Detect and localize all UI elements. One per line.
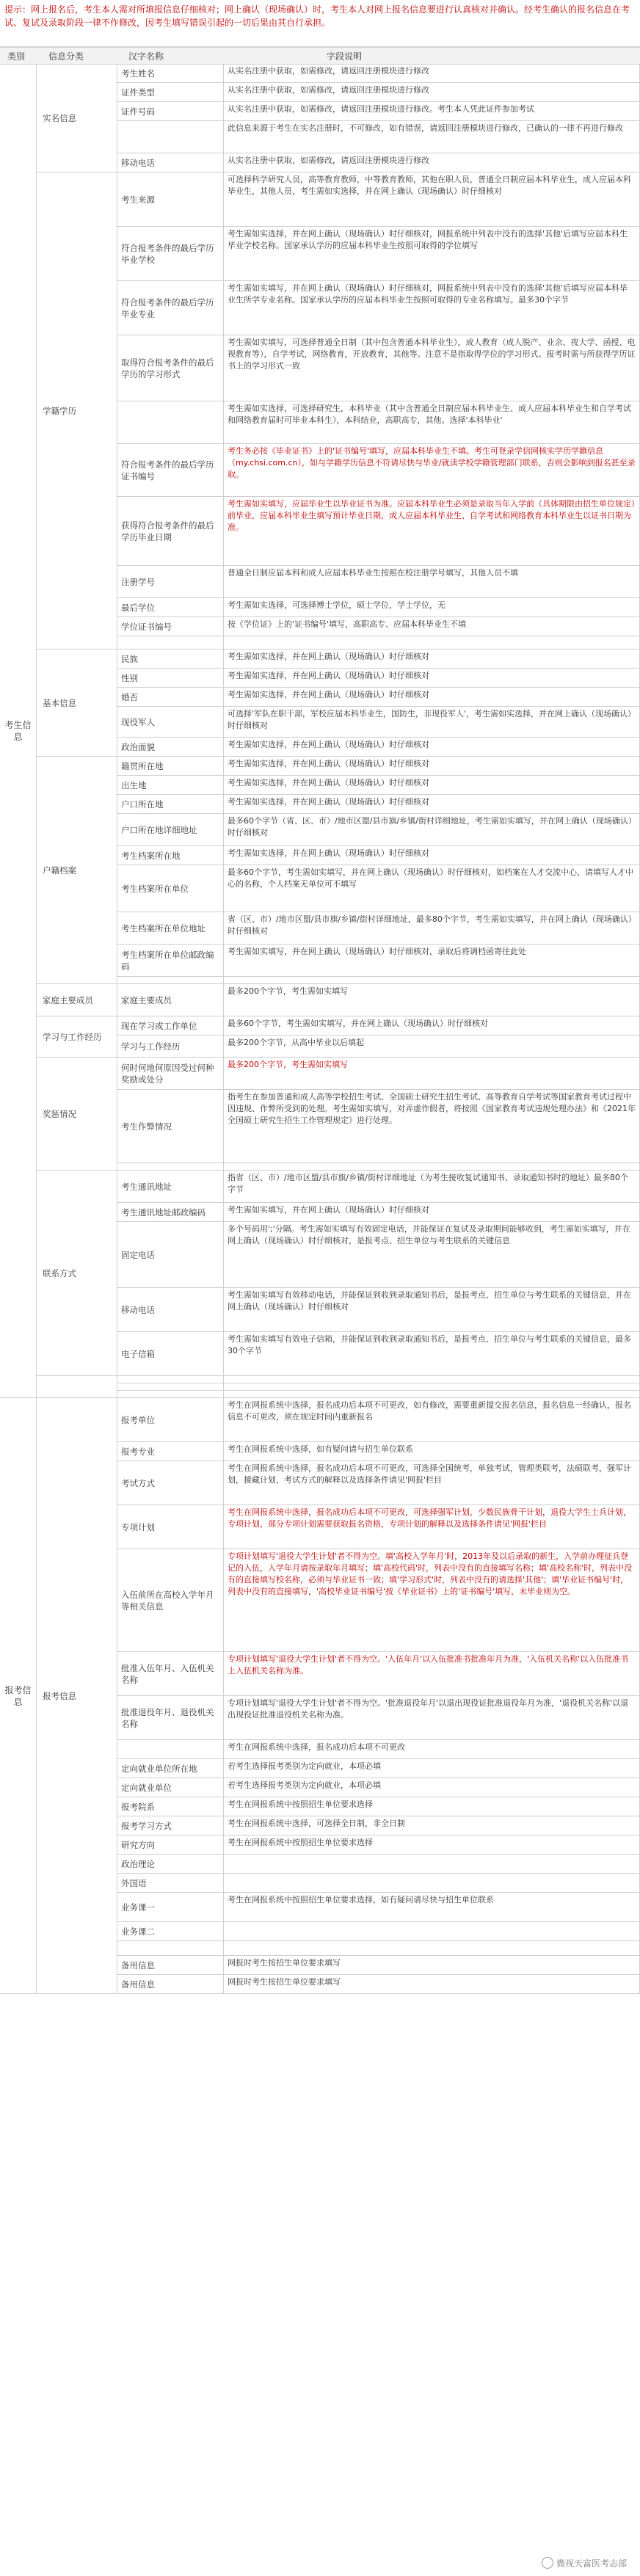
- field-name-cell: 电子信箱: [117, 1332, 224, 1376]
- field-name-cell: 性别: [117, 669, 224, 688]
- field-description-cell: [224, 1391, 640, 1398]
- field-name-cell: 家庭主要成员: [117, 984, 224, 1016]
- field-name-cell: [117, 1941, 224, 1956]
- field-name-cell: 考生来源: [117, 172, 224, 227]
- field-description-cell: 考生需如实选择，并在网上确认（现场确认）时仔细核对: [224, 738, 640, 757]
- field-name-cell: [117, 401, 224, 444]
- field-description-cell: 考生需如实填写，可选择普通全日制（其中包含普通本科毕业生），成人教育（成人脱产、业余、夜大学、函授、电视教育等），自学考试，网络教育，开放教育，其他等。注意不是指取得学位的学习形式。报考时需与所获得学历证书上的学习形式一致: [224, 335, 640, 401]
- info-class-cell: 家庭主要成员: [37, 984, 117, 1016]
- field-name-cell: [117, 1391, 224, 1398]
- field-name-cell: 报考学习方式: [117, 1816, 224, 1835]
- field-description-cell: 考生在网报系统中选择，报名成功后本项不可更改，可选择强军计划，少数民族骨干计划，退役大学生士兵计划，专项计划，部分专项计划需要获取报名资格，专项计划的解释以及选择条件请见'网报'栏目: [224, 1505, 640, 1549]
- info-class-cell: 报考信息: [37, 1398, 117, 1994]
- field-name-cell: 考试方式: [117, 1461, 224, 1505]
- field-description-cell: 考生需如实填写，并在网上确认（现场确认）时仔细核对，录取后将调档函寄往此处: [224, 945, 640, 977]
- field-description-cell: 普通全日制应届本科和成人应届本科毕业生按照在校注册学号填写，其他人员不填: [224, 566, 640, 598]
- field-description-cell: 若考生选择报考类别为定向就业，本项必填: [224, 1759, 640, 1778]
- field-description-cell: 考生需如实选择，并在网上确认（现场确认）时仔细核对: [224, 846, 640, 865]
- field-name-cell: 报考院系: [117, 1797, 224, 1816]
- field-description-cell: [224, 1855, 640, 1874]
- field-name-cell: 考生档案所在单位: [117, 865, 224, 912]
- field-description-cell: 考生在网报系统中选择，报名成功后本项不可更改，可选择全国统考，单独考试，管理类联考，法硕联考，强军计划，援藏计划，考试方式的解释以及选择条件请见'网报'栏目: [224, 1461, 640, 1505]
- field-name-cell: 籍贯所在地: [117, 757, 224, 776]
- field-description-cell: 考生需如实选择，并在网上确认（现场确认）时仔细核对: [224, 757, 640, 776]
- field-name-cell: 批准入伍年月、入伍机关名称: [117, 1652, 224, 1696]
- field-name-cell: 符合报考条件的最后学历毕业专业: [117, 281, 224, 335]
- field-name-cell: [117, 1383, 224, 1391]
- field-description-cell: 最多60个字节，考生需如实填写，并在网上确认（现场确认）时仔细核对，如档案在人才交流中心，请填写人才中心的名称，个人档案无单位可不填写: [224, 865, 640, 912]
- field-name-cell: 政治面貌: [117, 738, 224, 757]
- header-field-description: 字段说明: [327, 51, 363, 62]
- field-name-cell: 考生档案所在单位地址: [117, 912, 224, 945]
- field-name-cell: 何时何地何原因受过何种奖励或处分: [117, 1058, 224, 1090]
- field-name-cell: 最后学位: [117, 598, 224, 617]
- header-info-class: 信息分类: [48, 51, 84, 62]
- field-name-cell: 考生档案所在单位邮政编码: [117, 945, 224, 977]
- field-description-cell: [224, 1922, 640, 1941]
- category-cell: 报考信息: [0, 1398, 37, 1994]
- field-name-cell: 考生通讯地址邮政编码: [117, 1203, 224, 1222]
- field-description-cell: 网报时考生按招生单位要求填写: [224, 1975, 640, 1994]
- field-name-cell: 现在学习或工作单位: [117, 1016, 224, 1036]
- field-description-cell: 多个号码用';'分隔。考生需如实填写有效固定电话，并能保证在复试及录取期间能够收到，考生需如实填写，并在网上确认（现场确认）时仔细核对，是报考点、招生单位与考生联系的关键信息: [224, 1222, 640, 1288]
- field-description-cell: 专项计划填写'退役大学生计划'者不得为空。'入伍年月'以入伍批准书批准年月为准，'入伍机关名称'以入伍批准书上入伍机关名称为准。: [224, 1652, 640, 1696]
- field-description-cell: 考生需如实填写，并在网上确认（现场确认）时仔细核对，网报系统中列表中没有的选择'其他'后填写应届本科毕业生所学专业名称。国家承认学历的应届本科毕业生按照可取得的专业名称填写。最多30个字节: [224, 281, 640, 335]
- field-description-cell: 专项计划填写'退役大学生计划'者不得为空。'批准退役年月'以退出现役证批准退役年月为准，'退役机关名称'以退出现役证批准退役机关名称为准。: [224, 1696, 640, 1740]
- info-class-cell: [37, 1376, 117, 1398]
- field-name-cell: 证件号码: [117, 102, 224, 121]
- field-name-cell: 业务课一: [117, 1893, 224, 1922]
- field-name-cell: 考生作弊情况: [117, 1090, 224, 1163]
- field-name-cell: 研究方向: [117, 1835, 224, 1855]
- field-description-cell: 考生在网报系统中按照招生单位要求选择，如有疑问请尽快与招生单位联系: [224, 1893, 640, 1922]
- field-description-cell: 考生需如实填写，并在网上确认（现场确认）时仔细核对: [224, 1203, 640, 1222]
- field-name-cell: 婚否: [117, 688, 224, 707]
- field-name-cell: 固定电话: [117, 1222, 224, 1288]
- field-description-cell: 考生需如实填写有效电子信箱，并能保证到收到录取通知书后，是报考点、招生单位与考生联系的关键信息，最多30个字节: [224, 1332, 640, 1376]
- field-name-cell: 专项计划: [117, 1505, 224, 1549]
- info-class-cell: 基本信息: [37, 650, 117, 757]
- field-description-cell: 可选择科学研究人员，高等教育教师，中等教育教师，其他在职人员，普通全日制应届本科毕业生，成人应届本科毕业生，其他人员，考生需如实选择，并在网上确认（现场确认）时仔细核对: [224, 172, 640, 227]
- field-description-cell: 考生需如实选择，并在网上确认（现场确认）时仔细核对: [224, 650, 640, 669]
- field-name-cell: 政治理论: [117, 1855, 224, 1874]
- field-description-cell: 指省（区、市）/地市区盟/县市旗/乡镇/街村详细地址（为考生接收复试通知书、录取通知书时的地址）最多80个字节: [224, 1171, 640, 1203]
- field-table: [0, 64, 640, 1994]
- info-class-cell: 实名信息: [37, 64, 117, 172]
- field-description-cell: 网报时考生按招生单位要求填写: [224, 1956, 640, 1975]
- info-class-cell: 户籍档案: [37, 757, 117, 984]
- field-name-cell: 移动电话: [117, 1288, 224, 1332]
- field-name-cell: 入伍前所在高校入学年月等相关信息: [117, 1549, 224, 1652]
- field-description-cell: 从实名注册中获取，如需修改，请返回注册模块进行修改: [224, 64, 640, 83]
- field-name-cell: 定向就业单位所在地: [117, 1759, 224, 1778]
- field-name-cell: [117, 121, 224, 153]
- field-description-cell: 考生在网报系统中按照招生单位要求选择: [224, 1835, 640, 1855]
- field-name-cell: 符合报考条件的最后学历毕业学校: [117, 227, 224, 281]
- field-description-cell: 考生在网报系统中按照招生单位要求选择: [224, 1797, 640, 1816]
- category-cell: 考生信息: [0, 64, 37, 1398]
- field-description-cell: [224, 1376, 640, 1383]
- field-description-cell: 考生在网报系统中选择，如有疑问请与招生单位联系: [224, 1442, 640, 1461]
- field-description-cell: 考生需如实选择，并在网上确认（现场确认）时仔细核对: [224, 688, 640, 707]
- field-description-cell: 最多200个字节，考生需如实填写: [224, 1058, 640, 1090]
- field-description-cell: 考生需如实填写，应届毕业生以毕业证书为准。应届本科毕业生必须是录取当年入学前（具体期限由招生单位规定）前毕业，应届本科毕业生填写预计毕业日期，成人应届本科毕业生、自学考试和网络教育本科毕业生以证书日期为准。: [224, 497, 640, 566]
- field-description-cell: 考生在网报系统中选择，可选择全日制，非全日制: [224, 1816, 640, 1835]
- field-description-cell: 此信息来源于考生在实名注册时，不可修改，如有错误，请返回注册模块进行修改，已确认的一律不再进行修改: [224, 121, 640, 153]
- field-description-cell: 考生需如实选择，并在网上确认（现场确认）时仔细核对: [224, 795, 640, 814]
- field-name-cell: [117, 636, 224, 650]
- notice-text: 提示：网上报名后，考生本人需对所填报信息仔细核对；网上确认（现场确认）时，考生本人对网上报名信息要进行认真核对并确认。经考生确认的报名信息在考试、复试及录取阶段一律不作修改，因考生填写错误引起的一切后果由其自行承担。: [0, 0, 640, 47]
- field-description-cell: [224, 977, 640, 984]
- field-description-cell: 考生需如实填写有效移动电话，并能保证到收到录取通知书后，是报考点、招生单位与考生联系的关键信息，并在网上确认（现场确认）时仔细核对: [224, 1288, 640, 1332]
- field-description-cell: 最多200个字节，从高中毕业以后填起: [224, 1036, 640, 1058]
- field-name-cell: 考生档案所在地: [117, 846, 224, 865]
- field-name-cell: 学位证书编号: [117, 617, 224, 636]
- field-description-cell: [224, 1163, 640, 1171]
- wechat-icon: [542, 2557, 553, 2569]
- field-name-cell: 户口所在地: [117, 795, 224, 814]
- field-name-cell: 批准退役年月、退役机关名称: [117, 1696, 224, 1740]
- field-name-cell: 考生通讯地址: [117, 1171, 224, 1203]
- field-name-cell: 移动电话: [117, 153, 224, 172]
- field-description-cell: 考生务必按《毕业证书》上的'证书编号'填写，应届本科毕业生不填。考生可登录学信网核实学历学籍信息（my.chsi.com.cn），如与学籍学历信息不符请尽快与毕业/就读学校学籍管理部门联系，否则会影响到报名甚至录取。: [224, 444, 640, 497]
- field-description-cell: 专项计划填写'退役大学生计划'者不得为空。填'高校入学年月'时，2013年及以后录取的新生，入学前办理征兵登记的入伍，入学年月请按录取年月填写；填'高校代码'时，列表中没有的直接填写名称；填'高校名称'时，列表中没有的直接填写校名称，必须与毕业证书一致；填'学习形式'时，列表中没有的请选择'其他'；填'毕业证书编号'时，列表中没有的直接填写，'高校毕业证书编号'按《毕业证书》上的'证书编号'填写，未毕业则为空。: [224, 1549, 640, 1652]
- field-name-cell: 民族: [117, 650, 224, 669]
- field-description-cell: 最多60个字节，考生需如实填写，并在网上确认（现场确认）时仔细核对: [224, 1016, 640, 1036]
- field-description-cell: 按《学位证》上的'证书编号'填写，高职高专、应届本科毕业生不填: [224, 617, 640, 636]
- field-name-cell: 符合报考条件的最后学历证书编号: [117, 444, 224, 497]
- field-name-cell: 报考专业: [117, 1442, 224, 1461]
- table-header: [0, 47, 640, 65]
- field-description-cell: 考生在网报系统中选择，报名成功后本项不可更改: [224, 1740, 640, 1759]
- watermark-text: 微视天富医考志部: [556, 2558, 627, 2569]
- info-class-cell: 奖惩情况: [37, 1058, 117, 1171]
- field-description-cell: 考生需如实选择，可选择博士学位，硕士学位，学士学位，无: [224, 598, 640, 617]
- header-chinese-name: 汉字名称: [128, 51, 164, 62]
- field-description-cell: 指考生在参加普通和成人高等学校招生考试、全国硕士研究生招生考试、高等教育自学考试等国家教育考试过程中因违规、作弊所受到的处理。考生需如实填写，对弄虚作假者，将按照《国家教育考试违规处理办法》和《2021年全国硕士研究生招生工作管理规定》进行处理。: [224, 1090, 640, 1163]
- field-name-cell: 现役军人: [117, 707, 224, 738]
- field-name-cell: 取得符合报考条件的最后学历的学习形式: [117, 335, 224, 401]
- field-name-cell: [117, 1163, 224, 1171]
- field-description-cell: 可选择'军队在职干部，军校应届本科毕业生，国防生，非现役军人'，考生需如实选择，并在网上确认（现场确认）时仔细核对: [224, 707, 640, 738]
- field-name-cell: 注册学号: [117, 566, 224, 598]
- field-name-cell: 考生姓名: [117, 64, 224, 83]
- field-description-cell: 省（区、市）/地市区盟/县市旗/乡镇/街村详细地址，最多80个字节，考生需如实填写，并在网上确认（现场确认）时仔细核对: [224, 912, 640, 945]
- field-description-cell: 若考生选择报考类别为定向就业，本项必填: [224, 1778, 640, 1797]
- field-name-cell: 报考单位: [117, 1398, 224, 1442]
- field-description-cell: [224, 636, 640, 650]
- watermark: [542, 2557, 627, 2569]
- info-class-cell: 学习与工作经历: [37, 1016, 117, 1058]
- field-description-cell: 考生需如实选择，并在网上确认（现场确认）时仔细核对: [224, 776, 640, 795]
- field-description-cell: 从实名注册中获取，如需修改，请返回注册模块进行修改: [224, 83, 640, 102]
- field-description-cell: 从实名注册中获取，如需修改，请返回注册模块进行修改: [224, 153, 640, 172]
- field-name-cell: 证件类型: [117, 83, 224, 102]
- field-description-cell: 最多200个字节，考生需如实填写: [224, 984, 640, 1016]
- field-name-cell: 业务课二: [117, 1922, 224, 1941]
- field-name-cell: 外国语: [117, 1874, 224, 1893]
- field-name-cell: 获得符合报考条件的最后学历毕业日期: [117, 497, 224, 566]
- field-name-cell: 备用信息: [117, 1975, 224, 1994]
- field-description-cell: [224, 1941, 640, 1956]
- field-description-cell: [224, 1874, 640, 1893]
- field-name-cell: 备用信息: [117, 1956, 224, 1975]
- field-description-cell: 考生在网报系统中选择，报名成功后本项不可更改，如有修改，需要重新提交报名信息，报名信息一经确认，报名信息不可更改，须在规定时间内重新报名: [224, 1398, 640, 1442]
- field-description-cell: [224, 1383, 640, 1391]
- field-name-cell: 定向就业单位: [117, 1778, 224, 1797]
- field-name-cell: 学习与工作经历: [117, 1036, 224, 1058]
- info-class-cell: 联系方式: [37, 1171, 117, 1376]
- field-description-cell: 考生需如实选择，并在网上确认（现场确认）时仔细核对: [224, 669, 640, 688]
- field-description-cell: 最多60个字节（省、区、市）/地市区盟/县市旗/乡镇/街村详细地址，考生需如实填写，并在网上确认（现场确认）时仔细核对: [224, 814, 640, 846]
- field-name-cell: 出生地: [117, 776, 224, 795]
- field-description-cell: 从实名注册中获取，如需修改，请返回注册模块进行修改。考生本人凭此证件参加考试: [224, 102, 640, 121]
- field-name-cell: 户口所在地详细地址: [117, 814, 224, 846]
- field-name-cell: [117, 1376, 224, 1383]
- field-name-cell: [117, 1740, 224, 1759]
- field-name-cell: [117, 977, 224, 984]
- info-class-cell: 学籍学历: [37, 172, 117, 650]
- field-description-cell: 考生需如实选择，并在网上确认（现场确认）时仔细核对，网报系统中列表中没有的选择'其他'后填写应届本科生毕业学校名称。国家承认学历的应届本科毕业生按照可取得的学位填写: [224, 227, 640, 281]
- header-category: 类别: [7, 51, 26, 62]
- field-description-cell: 考生需如实选择，可选择研究生，本科毕业（其中含普通全日制应届本科毕业生、成人应届本科毕业生和自学考试和网络教育届时可毕业本科生），本科结业，高职高专，其他。选择'本科毕业': [224, 401, 640, 444]
